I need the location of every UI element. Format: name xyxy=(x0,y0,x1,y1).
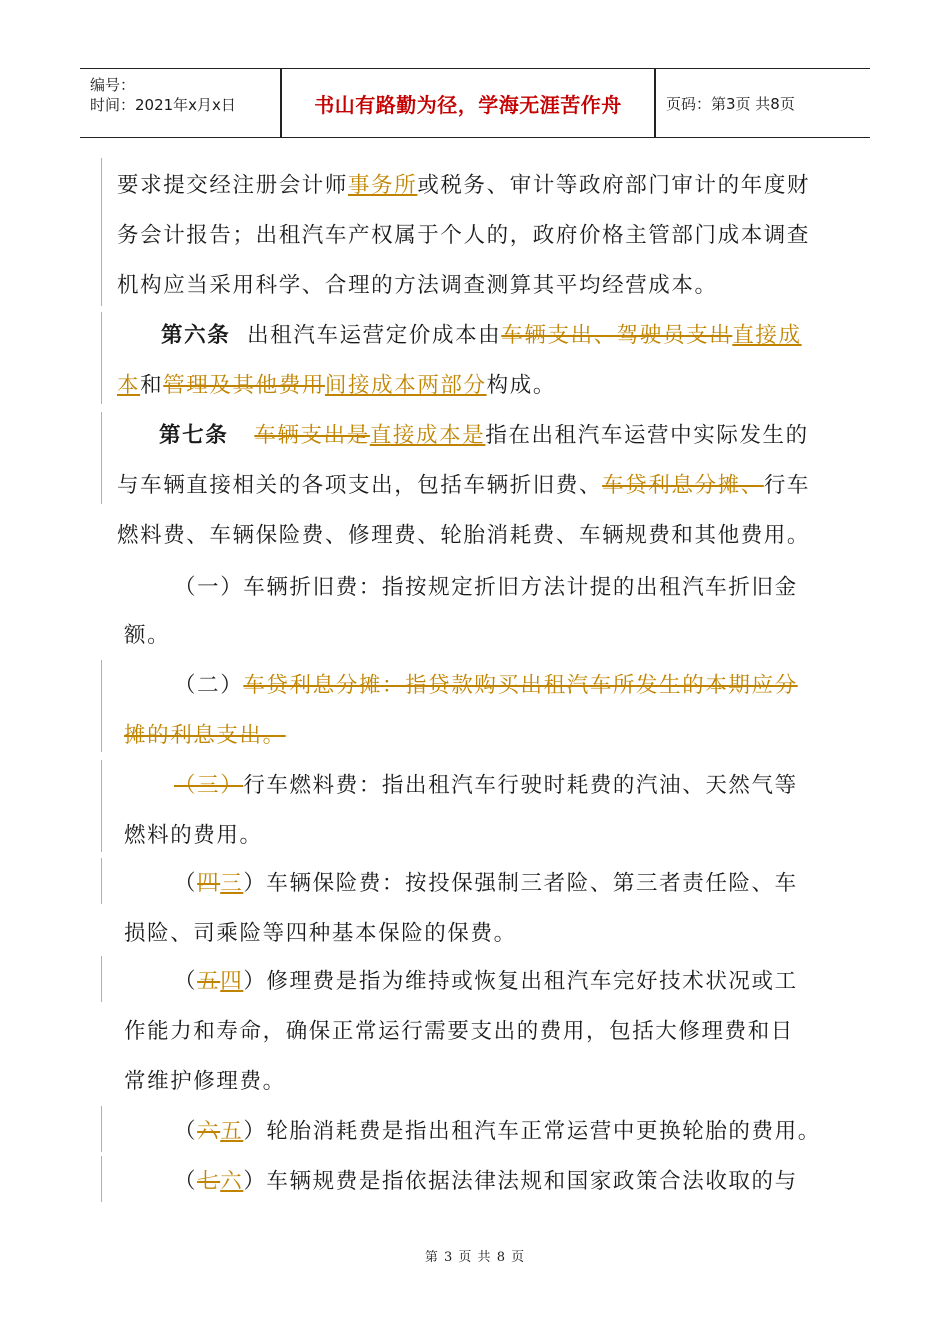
item-3-line xyxy=(174,760,899,812)
header-motto: 书山有路勤为径，学海无涯苦作舟 xyxy=(314,92,622,117)
text-run: 行车燃料费：指出租汽车行驶时耗费的汽油、天然气等 xyxy=(243,773,798,798)
deleted-text: 管理及其他费用 xyxy=(163,373,325,398)
article-7-line: 燃料费、车辆保险费、修理费、轮胎消耗费、车辆规费和其他费用。 xyxy=(117,523,811,548)
text-run: ）车辆保险费：按投保强制三者险、第三者责任险、车 xyxy=(243,871,798,896)
article-7-line xyxy=(117,460,842,512)
inserted-text: 六 xyxy=(220,1169,244,1194)
item-4-line xyxy=(174,858,899,910)
text-run: （二） xyxy=(174,673,244,698)
item-5-line xyxy=(174,956,899,1008)
change-bar xyxy=(101,760,102,852)
inserted-text: 本 xyxy=(117,373,141,398)
text-run: 构成。 xyxy=(486,373,556,398)
item-1-line: （一）车辆折旧费：指按规定折旧方法计提的出租汽车折旧金 xyxy=(174,575,798,600)
text-run: （ xyxy=(174,969,198,994)
inserted-text: 四 xyxy=(220,969,244,994)
text-run: 或税务、审计等政府部门审计的年度财 xyxy=(417,173,811,198)
item-1-line: 额。 xyxy=(124,623,171,648)
text-run: 行车 xyxy=(763,473,811,498)
deleted-text: 五 xyxy=(197,969,221,994)
text-run: ）轮胎消耗费是指出租汽车正常运营中更换轮胎的费用。 xyxy=(243,1119,821,1144)
text-run: 指在出租汽车运营中实际发生的 xyxy=(485,423,809,448)
deleted-text: 车辆支出、驾驶员支出 xyxy=(501,323,733,348)
change-bar xyxy=(101,1156,102,1202)
paragraph-line xyxy=(117,160,842,212)
text-run: 出租汽车运营定价成本由 xyxy=(230,323,502,348)
change-bar xyxy=(101,858,102,904)
item-5-line: 作能力和寿命，确保正常运行需要支出的费用，包括大修理费和日 xyxy=(124,1019,794,1044)
inserted-text: 间接成本两部分 xyxy=(324,373,487,398)
inserted-text: 事务所 xyxy=(348,173,418,198)
text-run: 和 xyxy=(140,373,164,398)
item-4-line: 损险、司乘险等四种基本保险的保费。 xyxy=(124,921,517,946)
item-2-line xyxy=(174,660,899,712)
article-heading: 第六条 xyxy=(161,323,231,348)
item-2-line xyxy=(124,710,849,762)
item-6-line xyxy=(174,1106,899,1158)
code-label: 编号： xyxy=(90,76,136,94)
deleted-text: 车贷利息分摊、 xyxy=(602,473,764,498)
page-header xyxy=(80,68,870,138)
text-run: ）车辆规费是指依据法律法规和国家政策合法收取的与 xyxy=(243,1169,798,1194)
article-7-line xyxy=(159,410,884,462)
change-bar xyxy=(101,158,102,306)
change-bar xyxy=(101,1106,102,1152)
paragraph-line: 务会计报告；出租汽车产权属于个人的，政府价格主管部门成本调查 xyxy=(117,223,811,248)
deleted-text: 车辆支出是 xyxy=(254,423,370,448)
change-bar xyxy=(101,412,102,504)
deleted-text: （三） xyxy=(174,773,244,798)
article-6-line xyxy=(161,310,886,362)
text-run: （ xyxy=(174,1119,198,1144)
item-3-line: 燃料的费用。 xyxy=(124,823,263,848)
inserted-text: 直接成本是 xyxy=(369,423,486,448)
deleted-text: 摊的利息支出。 xyxy=(124,723,286,748)
text-run: 与车辆直接相关的各项支出，包括车辆折旧费、 xyxy=(117,473,603,498)
inserted-text: 三 xyxy=(220,871,244,896)
paragraph-line: 机构应当采用科学、合理的方法调查测算其平均经营成本。 xyxy=(117,273,718,298)
text-run: 要求提交经注册会计师 xyxy=(117,173,349,198)
deleted-text: 车贷利息分摊：指贷款购买出租汽车所发生的本期应分 xyxy=(243,673,798,698)
deleted-text: 七 xyxy=(197,1169,221,1194)
inserted-text: 直接成 xyxy=(732,323,802,348)
text-run: （ xyxy=(174,871,198,896)
item-7-line xyxy=(174,1156,899,1208)
header-info-cell xyxy=(80,69,280,137)
change-bar xyxy=(101,956,102,1002)
inserted-text: 五 xyxy=(220,1119,244,1144)
article-6-line xyxy=(117,360,842,412)
deleted-text: 六 xyxy=(197,1119,221,1144)
article-heading: 第七条 xyxy=(159,423,229,448)
page-footer: 第 3 页 共 8 页 xyxy=(424,1250,526,1265)
header-divider xyxy=(654,69,656,137)
header-page-info: 页码：第3页 共8页 xyxy=(666,94,795,113)
change-bar xyxy=(101,660,102,752)
deleted-text: 四 xyxy=(197,871,221,896)
item-5-line: 常维护修理费。 xyxy=(124,1069,286,1094)
text-run: ）修理费是指为维持或恢复出租汽车完好技术状况或工 xyxy=(243,969,798,994)
text-run: （ xyxy=(174,1169,198,1194)
date-line: 时间：2021年x月x日 xyxy=(90,96,236,114)
change-bar xyxy=(101,312,102,404)
